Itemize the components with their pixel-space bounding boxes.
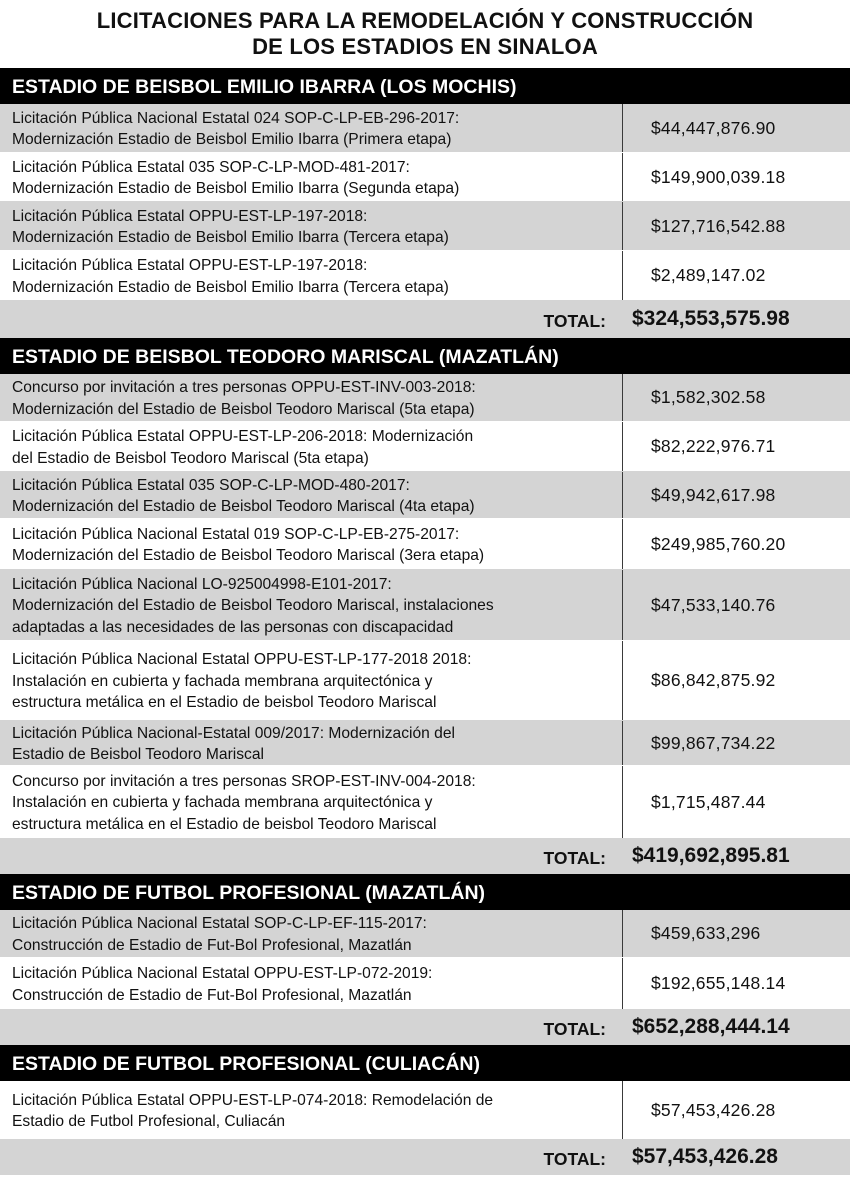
section-header: ESTADIO DE FUTBOL PROFESIONAL (CULIACÁN) xyxy=(0,1045,850,1081)
row-description: Licitación Pública Nacional Estatal 019 SOP-C-LP-EB-275-2017: Modernización del Estadio de Beisbol Teodoro Mariscal (3era etapa) xyxy=(0,519,623,569)
row-description: Licitación Pública Estatal OPPU-EST-LP-206-2018: Modernización del Estadio de Beisbol Teodoro Mariscal (5ta etapa) xyxy=(0,422,623,471)
row-description: Licitación Pública Nacional LO-925004998-E101-2017: Modernización del Estadio de Beisbol Teodoro Mariscal, instalaciones adaptadas a las necesidades de las personas con discapacidad xyxy=(0,570,623,640)
total-value: $652,288,444.14 xyxy=(632,1015,790,1038)
row-description: Licitación Pública Nacional Estatal SOP-C-LP-EF-115-2017: Construcción de Estadio de Fut-Bol Profesional, Mazatlán xyxy=(0,910,623,957)
table-row xyxy=(0,421,850,471)
table-row xyxy=(0,640,850,720)
row-amount: $86,842,875.92 xyxy=(651,670,776,690)
table-row xyxy=(0,720,850,765)
row-amount: $47,533,140.76 xyxy=(651,594,776,615)
row-amount: $99,867,734.22 xyxy=(651,732,776,753)
row-amount: $82,222,976.71 xyxy=(651,436,776,456)
table-row xyxy=(0,374,850,421)
total-value: $419,692,895.81 xyxy=(632,844,790,867)
row-description: Licitación Pública Nacional Estatal 024 SOP-C-LP-EB-296-2017: Modernización Estadio de Beisbol Emilio Ibarra (Primera etapa) xyxy=(0,104,623,152)
total-value: $324,553,575.98 xyxy=(632,307,790,330)
row-amount: $44,447,876.90 xyxy=(651,117,776,138)
table-row xyxy=(0,957,850,1009)
row-amount: $57,453,426.28 xyxy=(651,1099,776,1120)
table-row xyxy=(0,250,850,300)
section-header: ESTADIO DE BEISBOL TEODORO MARISCAL (MAZATLÁN) xyxy=(0,338,850,374)
row-description: Concurso por invitación a tres personas SROP-EST-INV-004-2018: Instalación en cubierta y fachada membrana arquitectónica y estructura metálica en el Estadio de beisbol Teodoro Mariscal xyxy=(0,766,623,838)
row-description: Licitación Pública Estatal 035 SOP-C-LP-MOD-481-2017: Modernización Estadio de Beisbol Emilio Ibarra (Segunda etapa) xyxy=(0,153,623,201)
row-description: Licitación Pública Estatal 035 SOP-C-LP-MOD-480-2017: Modernización del Estadio de Beisbol Teodoro Mariscal (4ta etapa) xyxy=(0,472,623,518)
section-total xyxy=(0,300,850,338)
row-amount: $49,942,617.98 xyxy=(651,484,776,505)
page-title xyxy=(0,0,850,68)
section-teodoro-mariscal xyxy=(0,338,850,874)
table-row xyxy=(0,201,850,250)
row-amount: $1,582,302.58 xyxy=(651,387,766,407)
row-amount: $2,489,147.02 xyxy=(651,265,766,285)
table-row xyxy=(0,765,850,838)
table-row xyxy=(0,518,850,569)
row-description: Licitación Pública Nacional Estatal OPPU-EST-LP-177-2018 2018: Instalación en cubierta y fachada membrana arquitectónica y estructura metálica en el Estadio de beisbol Teodoro Mariscal xyxy=(0,641,623,720)
row-amount: $192,655,148.14 xyxy=(651,973,786,993)
table-row xyxy=(0,569,850,640)
table-row xyxy=(0,910,850,957)
row-description: Licitación Pública Nacional-Estatal 009/2017: Modernización del Estadio de Beisbol Teodoro Mariscal xyxy=(0,721,623,765)
section-total xyxy=(0,1009,850,1045)
row-amount: $127,716,542.88 xyxy=(651,215,786,236)
row-description: Licitación Pública Estatal OPPU-EST-LP-197-2018: Modernización Estadio de Beisbol Emilio Ibarra (Tercera etapa) xyxy=(0,251,623,300)
total-label: TOTAL: xyxy=(543,310,606,331)
section-futbol-mazatlan xyxy=(0,874,850,1045)
row-description: Licitación Pública Estatal OPPU-EST-LP-197-2018: Modernización Estadio de Beisbol Emilio Ibarra (Tercera etapa) xyxy=(0,202,623,250)
section-emilio-ibarra xyxy=(0,68,850,338)
table-row xyxy=(0,471,850,518)
table-row xyxy=(0,1081,850,1139)
total-label: TOTAL: xyxy=(543,847,606,868)
row-amount: $1,715,487.44 xyxy=(651,791,766,812)
total-label: TOTAL: xyxy=(543,1148,606,1169)
page-title-line-1: LICITACIONES PARA LA REMODELACIÓN Y CONSTRUCCIÓN xyxy=(96,8,754,33)
section-total xyxy=(0,838,850,874)
row-amount: $149,900,039.18 xyxy=(651,166,786,187)
total-label: TOTAL: xyxy=(543,1018,606,1039)
section-total xyxy=(0,1139,850,1175)
table-row xyxy=(0,152,850,201)
row-amount: $459,633,296 xyxy=(651,923,761,943)
row-description: Concurso por invitación a tres personas OPPU-EST-INV-003-2018: Modernización del Estadio de Beisbol Teodoro Mariscal (5ta etapa) xyxy=(0,374,623,421)
row-description: Licitación Pública Estatal OPPU-EST-LP-074-2018: Remodelación de Estadio de Futbol Profesional, Culiacán xyxy=(0,1081,623,1139)
total-value: $57,453,426.28 xyxy=(632,1145,778,1168)
row-amount: $249,985,760.20 xyxy=(651,533,786,554)
section-header: ESTADIO DE FUTBOL PROFESIONAL (MAZATLÁN) xyxy=(0,874,850,910)
table-row xyxy=(0,104,850,152)
page-title-line-2: DE LOS ESTADIOS EN SINALOA xyxy=(252,34,598,59)
section-futbol-culiacan xyxy=(0,1045,850,1175)
section-header: ESTADIO DE BEISBOL EMILIO IBARRA (LOS MOCHIS) xyxy=(0,68,850,104)
row-description: Licitación Pública Nacional Estatal OPPU-EST-LP-072-2019: Construcción de Estadio de Fut-Bol Profesional, Mazatlán xyxy=(0,958,623,1009)
